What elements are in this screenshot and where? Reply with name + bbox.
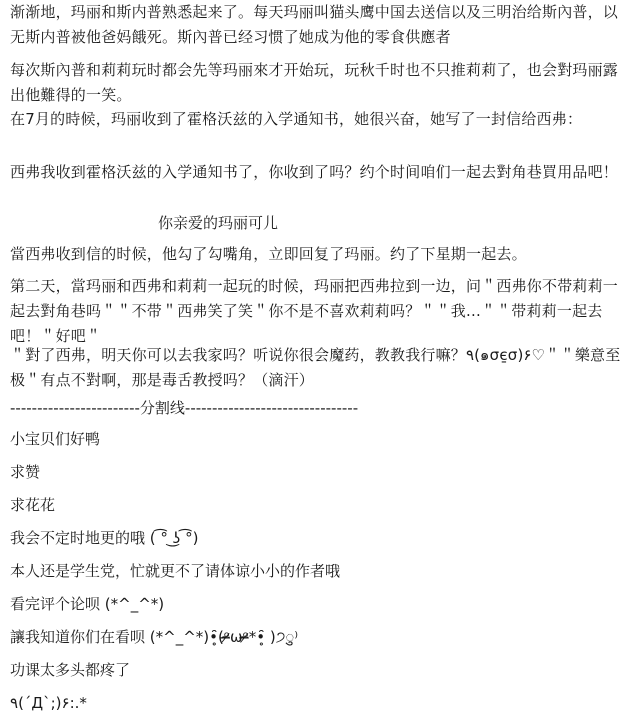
section-divider: ------------------------分割线-------------------------------- — [10, 399, 359, 417]
paragraph-1: 渐渐地，玛丽和斯内普熟悉起来了。每天玛丽叫猫头鹰中国去送信以及三明治给斯內普，以无斯内普被他爸妈餓死。斯內普已经习惯了她成为他的零食供應者 — [10, 3, 619, 46]
note-line-1: 小宝贝们好鸭 — [10, 430, 101, 448]
note-line-9: ٩(´Д`;)۶:.* — [10, 694, 87, 712]
paragraph-2: 每次斯內普和莉莉玩时都会先等玛丽來才开始玩，玩秋千时也不只推莉莉了，也会對玛丽露出他難得的一笑。 — [10, 61, 619, 104]
note-line-5: 本人还是学生党，忙就更不了请体谅小小的作者哦 — [10, 562, 341, 580]
note-line-8: 功课太多头都疼了 — [10, 661, 131, 679]
letter-signature: 你亲爱的玛丽可儿 — [158, 214, 279, 232]
paragraph-5: 當西弗收到信的时候，他勾了勾嘴角，立即回复了玛丽。约了下星期一起去。 — [10, 245, 527, 263]
note-line-4: 我会不定时地更的哦 ( ͡° ͜ʖ ͡°) — [10, 529, 199, 547]
note-line-3: 求花花 — [10, 496, 56, 514]
note-line-6: 看完评个论呗 (*^_^*) — [10, 595, 165, 613]
letter-body: 西弗我收到霍格沃兹的入学通知书了，你收到了吗？约个时间咱们一起去對角巷買用品吧！ — [10, 163, 619, 181]
note-line-2: 求赞 — [10, 463, 41, 481]
note-line-7: 讓我知道你们在看呗 (*^_^*)•̥̑(ᵒ̴̶̷ωᵒ̴̶̷*•̥̑ )੭ु⁾ — [10, 628, 299, 646]
paragraph-7: ＂對了西弗，明天你可以去我家吗？听说你很会魔药，教教我行嘛？٩(๑σє̱σ)۶♡＂＂樂意至极＂有点不對啊，那是毒舌教授吗？（滴汗） — [10, 346, 621, 389]
paragraph-3: 在7月的時候，玛丽收到了霍格沃兹的入学通知书，她很兴奋，她写了一封信给西弗： — [10, 110, 583, 128]
paragraph-6: 第二天，當玛丽和西弗和莉莉一起玩的时候，玛丽把西弗拉到一边，问＂西弗你不带莉莉一起去對角巷吗＂＂不带＂西弗笑了笑＂你不是不喜欢莉莉吗？＂＂我...＂＂带莉莉一起去吧！＂好吧＂ — [10, 277, 619, 345]
